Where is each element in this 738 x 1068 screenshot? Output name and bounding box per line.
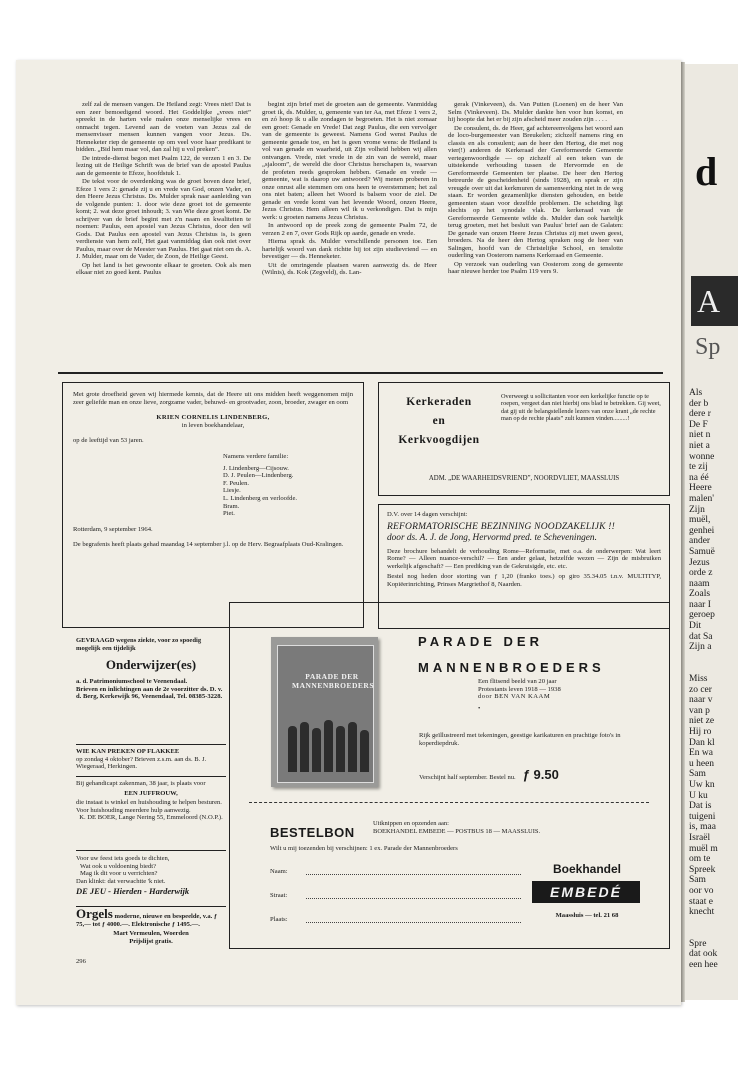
article-column-1 <box>76 101 251 278</box>
next-page-line: Sam <box>689 769 706 780</box>
naam-label: Naam: <box>270 868 288 875</box>
next-page-line: Zijn <box>689 504 705 515</box>
next-page-line: Als <box>689 388 703 398</box>
next-page-line: van p <box>689 705 710 716</box>
next-page-line: om te <box>689 854 711 865</box>
next-page-line: muël, <box>689 515 711 526</box>
section-divider <box>58 372 663 374</box>
bestelbon-instr1: Uitknippen en opzenden aan: <box>373 820 449 827</box>
orgels-ad <box>76 906 226 945</box>
paragraph: De consulent, ds. de Heer, gaf achtereenvolgens het woord aan de loco-burgemeester van Breukelen; zichzelf namens ring en classis en als consulent; aan de heer den Hertog, die met nog vier(!) anderen de Kerkeraad der Gereformeerde Gemeente vertegenwoordigde — op zichzelf al een teken van de uitstekende verhouding tussen de Hervormde en de Gereformeerde Gemeenten ter plaatse. De heer den Hertog betreurde de gescheidenheid (sinds 1928), en sprak er zijn vreugde over uit dat kerkmuren de samenwerking niet in de weg staan. Er worden gezamenlijke diensten gehouden, en beide gemeenten staan voor dezelfde problemen. De scheiding ligt slechts op het synodale vlak. De kerkeraad van de Gereformeerde Gemeente wilde ds. Mulder dan ook hartelijk terug groeten, met het besluit van Paulus' brief aan de Galaten: De genade van onzen Heere Jezus Christus zij met uwen geest, broeders. Na de heer den Hertog spraken nog de heer van Salingen, hoofd van de Christelijke School, en tenslotte ouderling van Oosterom namens Kerkeraad en Gemeente. <box>448 124 623 259</box>
paragraph: Hierna sprak ds. Mulder verschillende personen toe. Een hartelijk woord van dank richtte hij tot zijn studievriend — en bevestiger — ds. Henneketer. <box>262 238 437 260</box>
book-cover-image <box>271 637 378 787</box>
obituary-name: KRIEN CORNELIS LINDENBERG, <box>156 414 270 422</box>
article-column-2 <box>262 101 437 278</box>
next-page-line: na éé <box>689 472 709 483</box>
next-page-line: Heere <box>689 483 712 494</box>
kerkeraden-heading <box>385 393 493 450</box>
next-page-line: Spre <box>689 938 707 949</box>
next-page-line <box>689 663 738 674</box>
juffrouw-intro: Bij gehandicapt zakenman, 38 jaar, is plaats voor <box>76 780 206 787</box>
juffrouw-body: die instaat is winkel en huishouding te helpen besturen. Voor huishouding meerdere hulp aanwezig. <box>76 799 222 814</box>
paragraph: zelf zal de mensen vangen. De Heiland zegt: Vrees niet! Dat is een zeer bemoedigend woord. Het Goddelijke „vrees niet” spreekt in de harten vele malen onze menselijke vrees en onmacht tegen. Levend aan de voeten van Jezus zal de mensenvisser mensen kunnen vangen voor Jezus. Ds. Henneketer riep de gemeente op om veel voor haar predikant te bidden. „Bid hem maar vol, dan zal hij u vol preken”. <box>76 101 251 153</box>
next-page-line: zo cer <box>689 684 712 695</box>
next-page-line: wonne <box>689 451 715 462</box>
plaats-label: Plaats: <box>270 916 288 923</box>
reformatorische-author: door ds. A. J. de Jong, Hervormd pred. te Scheveningen. <box>387 532 597 543</box>
ad-divider <box>76 850 226 851</box>
parade-author: door BEN VAN KAAM <box>478 693 551 701</box>
next-page-line: muël m <box>689 843 718 854</box>
gevraagd-school: a. d. Patrimoniumschool te Veenendaal. <box>76 678 188 686</box>
next-page-line: naam <box>689 578 710 589</box>
jeu-line: Wat ook u voldoening biedt? <box>80 862 157 870</box>
next-page-line: staat e <box>689 896 714 907</box>
cut-line <box>249 802 649 803</box>
kerkeraden-subtitle: Kerkvoogdijen <box>398 434 480 446</box>
family-member: Bram. <box>223 502 240 510</box>
parade-price: ƒ 9.50 <box>522 767 559 782</box>
gevraagd-ad <box>76 637 226 701</box>
preken-body: op zondag 4 oktober? Brieven z.s.m. aan ds. B. J. Wiegeraad, Herkingen. <box>76 755 207 771</box>
next-page-line: oor vo <box>689 885 714 896</box>
family-member: J. Lindenberg—Cijsouw. <box>223 464 289 472</box>
next-page-line: een hee <box>689 960 718 971</box>
paragraph: De tekst voor de overdenking was de groet boven deze brief, Efeze 1 vers 2: genade zij u en vrede van God, onzen Vader, en den Heere Jezus Christus. Ds. Mulder sprak naar aanleiding van de volgende punten: 1. door wie deze groet tot de gemeente komt; 2. wat deze groet inhoudt; 3. van Wie deze groet komt. De schrijver van de brief begint met z'n naam en kwaliteiten te noemen: Paulus, een apostel van Jezus Christus, door den wil Gods. Dat Paulus een apostel van Jezus Christus is, is geen verdienste van hem zelf, Het gaat vanmiddag dan ook niet over Paulus, maar over de Meester van Paulus. Het gaat niet om ds. A. J. Mulder, maar om de Vader, de Zoon, de Heilige Geest. <box>76 178 251 260</box>
bookshop-address: Maassluis — tel. 21 68 <box>555 912 619 919</box>
obituary-place-date: Rotterdam, 9 september 1964. <box>73 525 153 533</box>
gevraagd-title: Onderwijzer(es) <box>105 657 197 673</box>
preken-title: WIE KAN PREKEN OP FLAKKEE <box>76 748 180 755</box>
next-page-line: Uw kn <box>689 779 715 790</box>
bullet: • <box>478 704 481 712</box>
article-column-3 <box>448 101 623 277</box>
next-page-line: niet ze <box>689 716 715 727</box>
bestelbon-text: Wilt u mij toezenden bij verschijnen: 1 ex. Parade der Mannenbroeders <box>270 845 458 852</box>
next-page-line: genhei <box>689 525 715 536</box>
next-page-line: Sam <box>689 875 706 886</box>
heading-fragment: Sp <box>695 334 721 360</box>
family-member: F. Peulen. <box>223 479 250 487</box>
family-member: Piet. <box>223 510 235 518</box>
reformatorische-pre: D.V. over 14 dagen verschijnt: <box>387 511 468 518</box>
jeu-line: Dan klinkt: dat verwachtte 'k niet. <box>76 877 166 885</box>
next-page-line: Spreek <box>689 864 716 875</box>
gevraagd-info: Brieven en inlichtingen aan de 2e voorzitter ds. D. v. d. Berg, Kerkewijk 96, Veenendaal, Tel. 08385-3228. <box>76 685 223 701</box>
ad-divider <box>76 776 226 777</box>
next-page-line: is, maa <box>689 822 716 833</box>
next-page-line: naar v <box>689 695 713 706</box>
paragraph: Op verzoek van ouderling van Oosterom zong de gemeente haar nieuwe herder toe Psalm 119 vers 9. <box>448 260 623 275</box>
jeu-line: Mag ik dit voor u verrichten? <box>80 870 158 878</box>
next-page-line: ander <box>689 536 711 547</box>
reformatorische-body: Deze brochure behandelt de verhouding Rome—Reformatie, met o.a. de onderwerpen: Wat leert Rome? — Alleen nuance-verschil? — Een ander gelaat, hetzelfde wezen — Zijn de misbruiken werkelijk afgeschaft? — Een prediking van de Gekruisigde, etc. etc. <box>387 547 661 570</box>
family-member: Liesje. <box>223 487 241 495</box>
juffrouw-ad <box>76 780 226 822</box>
next-page-line: knecht <box>689 907 715 918</box>
next-page-line: Dat is <box>689 801 712 812</box>
family-member: D. J. Peulen—Lindenberg. <box>223 472 294 480</box>
kerkeraden-ad <box>378 382 670 496</box>
juffrouw-contact: K. DE BOER, Lange Nering 55, Emmeloord (N.O.P.). <box>79 814 223 822</box>
obituary-role: in leven boekhandelaar, <box>181 421 245 429</box>
next-page-line: Jezus <box>689 557 710 568</box>
straat-field[interactable] <box>306 898 521 899</box>
obituary-burial: De begrafenis heeft plaats gehad maandag 14 september j.l. op de Herv. Begraafplaats Oud-Kralingen. <box>73 541 344 549</box>
next-page-line: Israël <box>689 832 711 843</box>
next-page-line: tuigeni <box>689 811 716 822</box>
next-page-line: naar I <box>689 599 711 610</box>
orgels-title: Orgels <box>76 906 113 921</box>
parade-description: Rijk geïllustreerd met tekeningen, geestige karikaturen en prachtige foto's in koperdiepdruk. <box>419 732 621 747</box>
kerkeraden-footer: ADM. „DE WAARHEIDSVRIEND”, NOORDVLIET, MAASSLUIS <box>428 475 620 482</box>
next-page-line: dere r <box>689 409 711 420</box>
parade-release-text: Verschijnt half september. Bestel nu. <box>419 774 516 781</box>
paragraph: Uit de omringende plaatsen waren aanwezig ds. de Heer (Wilnis), ds. Kok (Zegveld), ds. Lan- <box>262 261 437 276</box>
plaats-field[interactable] <box>306 922 521 923</box>
preken-ad <box>76 748 226 771</box>
page-number: 296 <box>76 958 86 965</box>
kerkeraden-title: Kerkeraden <box>406 396 472 408</box>
headline-block: A <box>691 276 738 326</box>
next-page-line <box>689 653 738 664</box>
next-page-text <box>689 388 738 971</box>
next-page-line <box>689 928 738 939</box>
next-page-line: u heen <box>689 758 715 769</box>
next-page-line: niet n <box>689 430 711 441</box>
reformatorische-title: REFORMATORISCHE BEZINNING NOODZAKELIJK !! <box>387 521 616 532</box>
next-page-line: Dit <box>689 621 702 632</box>
ad-divider <box>76 744 226 745</box>
next-page-line: orde z <box>689 568 713 579</box>
obituary-family <box>223 465 353 518</box>
next-page-line: geroep <box>689 610 715 621</box>
next-page-line <box>689 918 738 929</box>
headline-fragment: d <box>695 149 718 194</box>
parade-title-line1: PARADE DER <box>418 634 543 649</box>
obituary-age: op de leeftijd van 53 jaren. <box>73 437 144 445</box>
paragraph: In antwoord op de preek zong de gemeente Psalm 72, de verzen 2 en 7, over Gods Rijk op aarde, genade en vrede. <box>262 222 437 237</box>
obituary-family-header: Namens verdere familie: <box>223 452 289 460</box>
jeu-line: Voor uw feest iets goeds te dichten, <box>76 855 170 862</box>
paragraph: gerak (Vinkeveen), ds. Van Putten (Loenen) en de heer Van Selm (Vinkeveen). Ds. Mulder dankte hen voor hun komst, en hij hoopte dat het er bij zijn afscheid meer zouden zijn . . . . <box>448 101 623 123</box>
next-page-line: Hij ro <box>689 727 712 737</box>
next-page-line: Miss <box>689 674 708 685</box>
jeu-signature: DE JEU - Hierden - Harderwijk <box>76 886 190 897</box>
next-page-line: Samuë <box>689 546 715 557</box>
next-page-line: der b <box>689 398 709 409</box>
next-page-edge <box>685 64 738 1000</box>
next-page-line: malen' <box>689 493 714 504</box>
orgels-free: Prijslijst gratis. <box>129 937 173 945</box>
obituary-notice <box>62 382 364 628</box>
bestelbon-instr2: BOEKHANDEL EMBEDE — POSTBUS 18 — MAASSLUIS. <box>373 827 541 835</box>
next-page-line: Zoals <box>689 589 711 600</box>
paragraph: begint zijn brief met de groeten aan de gemeente. Vanmiddag groet ik, ds. Mulder, u, gemeente van ter Aa, met Efeze 1 vers 2, en zó hoop ik u alle zondagen te begroeten. Het is niet zomaar een groet: Genade en Vrede! Dat zegt Paulus, die een vervolger van de gemeente is geweest. Namens God wenst Paulus de gemeente genade toe, en het is geen vrome wens: de Heiland is vol van genade en waarheid, uit Zijn volheid hebben wij allen ontvangen. Vrede, niet vrede in de zin van de wereld, maar „sjaloom”, de wereld die door Christus herschapen is, waarvan de profeten reeds gesproken hebben. Genade en vrede — gemeente, wat is daarop uw antwoord? Wij menen proberen in onze onrust alle stemmen om ons heen te overstemmen; het zal ons niet baten; alleen het Woord is balsem voor de ziel. De genade en vrede komt van het levende Woord, onzen Heere, Jezus Christus. Hem alleen wil ik u verkondigen. Dat is mijn werk: u groeten namens Jezus Christus. <box>262 101 437 221</box>
parade-release <box>419 766 659 784</box>
newspaper-page <box>16 60 681 1005</box>
bookshop-logo: EMBEDÉ <box>532 881 640 903</box>
naam-field[interactable] <box>306 874 521 875</box>
parade-title-line2: MANNENBROEDERS <box>418 660 605 675</box>
bookshop-name: Boekhandel <box>552 862 621 876</box>
parade-sub1: Een flitsend beeld van 20 jaar <box>478 678 557 685</box>
kerkeraden-en: en <box>432 415 446 427</box>
next-page-line: niet a <box>689 440 710 451</box>
gevraagd-intro: GEVRAAGD wegens ziekte, voor zo spoedig mogelijk een tijdelijk <box>76 637 202 652</box>
parade-subtitle <box>478 678 648 712</box>
next-page-line: dat ook <box>689 949 718 960</box>
next-page-line: te zij <box>689 462 708 473</box>
paragraph: De intrede-dienst begon met Psalm 122, de verzen 1 en 3. De lezing uit de Heilige Schrift was de brief van de apostel Paulus aan de gemeente te Efeze, hoofdstuk 1. <box>76 154 251 177</box>
next-page-line: U ku <box>689 790 708 801</box>
book-cover-title: PARADE DER MANNENBROEDERS <box>292 672 375 690</box>
parade-title <box>418 629 605 681</box>
next-page-line: dat Sa <box>689 631 713 642</box>
straat-label: Straat: <box>270 892 288 899</box>
orgels-contact: Mart Vermeulen, Woerden <box>113 930 189 938</box>
obituary-intro: Met grote droefheid geven wij hiermede kennis, dat de Heere uit ons midden heeft weggenomen mijn zeer geliefde man en onze lieve, zorgzame vader, behuwd- en grootvader, zoon, broeder, zwager en oom <box>73 391 353 406</box>
family-member: L. Lindenberg en verloofde. <box>223 494 298 502</box>
jeu-ad <box>76 855 226 896</box>
reformatorische-order: Bestel nog heden door storting van ƒ 1,20 (franko toes.) op giro 35.34.05 t.n.v. MULTITYP, Kopiëerinrichting, Prinses Margriethof 8, Naarden. <box>387 573 661 588</box>
juffrouw-title: EEN JUFFROUW, <box>124 789 178 797</box>
next-page-line: En wa <box>689 748 714 759</box>
next-page-line: Zijn a <box>689 642 712 653</box>
next-page-line: Dan kl <box>689 737 715 748</box>
orgels-body: moderne, nieuwe en bespeelde, v.a. ƒ 75,— tot ƒ 4000.—. Elektronische ƒ 1495.—. <box>76 913 218 928</box>
parade-sub2: Protestants leven 1918 — 1938 <box>478 685 561 693</box>
paragraph: Op het land is het gewoonte elkaar te groeten. Ook als men elkaar niet zo goed kent. Paulus <box>76 261 251 276</box>
kerkeraden-body: Overweegt u sollicitanten voor een kerkelijke functie op te roepen, vergeet dan niet hierbij ons blad te betrekken. Gij weet, dat gij uit de belangstellende lezers van onze krant „de rechte man op de rechte plaats” zult kunnen vinden.........! <box>501 393 661 423</box>
bestelbon-title: BESTELBON <box>270 825 355 840</box>
next-page-line: De F <box>689 419 708 430</box>
bestelbon-instructions <box>373 820 663 836</box>
